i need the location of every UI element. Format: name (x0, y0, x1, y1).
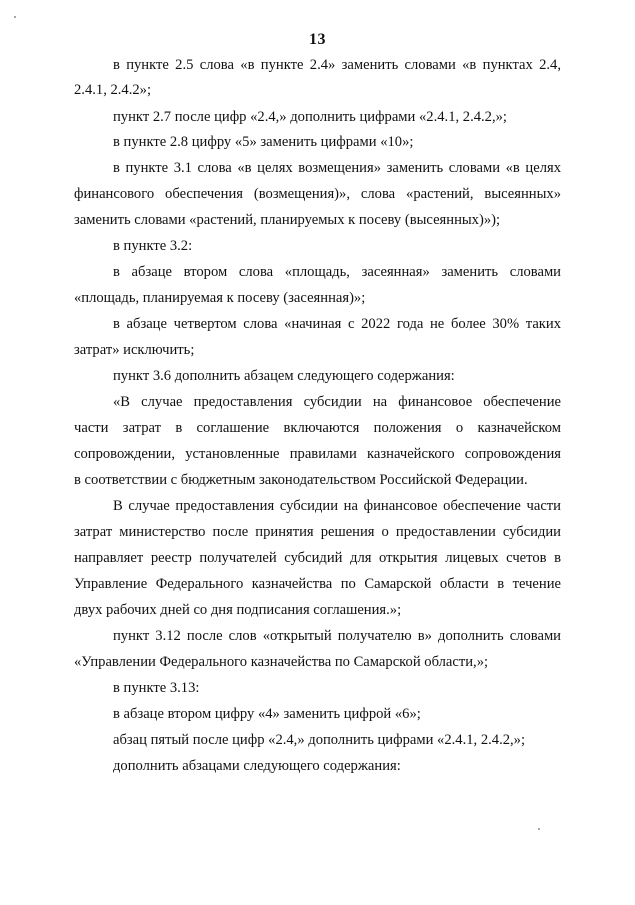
text-line: финансового обеспечения (возмещения)», слова «растений, высеянных» (74, 186, 561, 202)
text-line: части затрат в соглашение включаются положения о казначейском (74, 420, 561, 436)
text-line: абзац пятый после цифр «2.4,» дополнить цифрами «2.4.1, 2.4.2,»; (113, 732, 526, 748)
text-line: в пункте 3.2: (113, 238, 193, 254)
page-number: 13 (309, 31, 326, 48)
text-line: заменить словами «растений, планируемых к посеву (высеянных)»); (74, 212, 501, 228)
text-line: пункт 3.6 дополнить абзацем следующего содержания: (113, 368, 455, 384)
text-line: «площадь, планируемая к посеву (засеянная)»; (74, 290, 366, 306)
text-line: затрат» исключить; (74, 342, 195, 358)
text-line: пункт 3.12 после слов «открытый получателю в» дополнить словами (113, 628, 561, 644)
text-line: в абзаце втором цифру «4» заменить цифрой «6»; (113, 706, 421, 722)
text-line: Управление Федерального казначейства по Самарской области в течение (74, 576, 561, 592)
text-line: В случае предоставления субсидии на финансовое обеспечение части (113, 498, 561, 514)
text-line: двух рабочих дней со дня подписания соглашения.»; (74, 602, 402, 618)
text-line: направляет реестр получателей субсидий для открытия лицевых счетов в (74, 550, 561, 566)
text-line: в пункте 2.8 цифру «5» заменить цифрами «10»; (113, 134, 414, 150)
text-line: «В случае предоставления субсидии на финансовое обеспечение (113, 394, 561, 410)
text-line: пункт 2.7 после цифр «2.4,» дополнить цифрами «2.4.1, 2.4.2,»; (113, 109, 507, 125)
scan-speck (14, 16, 16, 18)
text-line: в пункте 3.13: (113, 680, 200, 696)
text-line: дополнить абзацами следующего содержания: (113, 758, 401, 774)
text-line: «Управлении Федерального казначейства по Самарской области,»; (74, 654, 489, 670)
text-line: в абзаце четвертом слова «начиная с 2022 года не более 30% таких (113, 316, 561, 332)
text-line: в соответствии с бюджетным законодательством Российской Федерации. (74, 472, 528, 488)
scan-speck (538, 828, 540, 830)
text-line: затрат министерство после принятия решения о предоставлении субсидии (74, 524, 561, 540)
text-line: в пункте 3.1 слова «в целях возмещения» заменить словами «в целях (113, 160, 561, 176)
text-line: 2.4.1, 2.4.2»; (74, 82, 152, 98)
text-line: сопровождении, установленные правилами казначейского сопровождения (74, 446, 561, 462)
text-line: в абзаце втором слова «площадь, засеянная» заменить словами (113, 264, 561, 280)
text-line: в пункте 2.5 слова «в пункте 2.4» заменить словами «в пунктах 2.4, (113, 57, 561, 73)
